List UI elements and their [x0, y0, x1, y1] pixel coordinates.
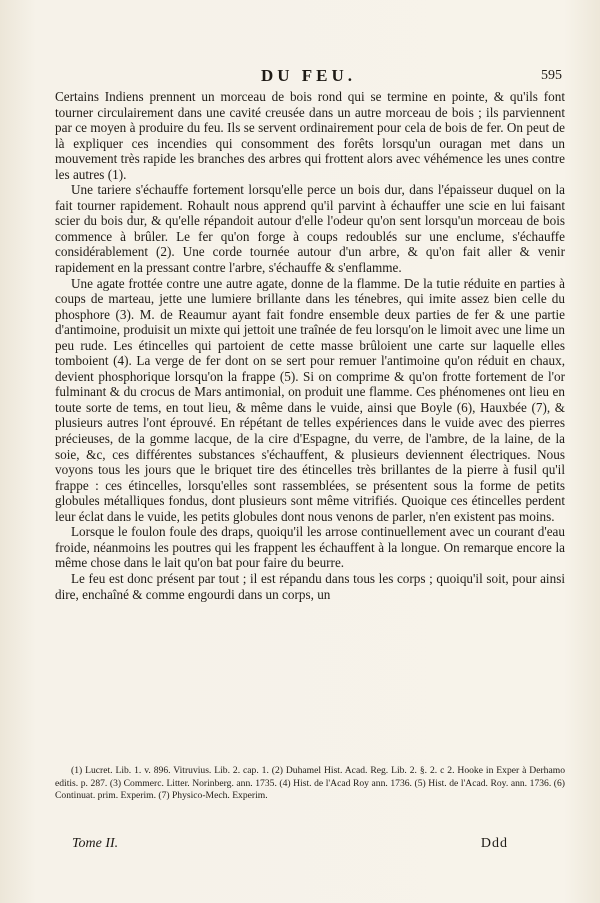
- running-title: DU FEU.: [260, 66, 357, 85]
- page-header: [55, 66, 562, 88]
- volume-label: Tome II.: [72, 836, 119, 851]
- page-footer: [72, 836, 508, 856]
- page-number: 595: [541, 68, 562, 83]
- footnotes: [55, 765, 565, 803]
- paragraph: Une tariere s'échauffe fortement lorsqu'elle perce un bois dur, dans l'épaisseur duquel on la fait tourner rapidement. Rohault nous apprend qu'il parvint à échauffer une scie en lui faisant scier du bois dur, & qu'elle répandoit autour d'elle l'odeur qu'on sent lorsqu'un morceau de bois commence à brûler. Le fer qu'on forge à coups redoublés sur une enclume, s'échauffe considérablement (2). Une corde tournée autour d'un arbre, & qu'on fait aller & venir rapidement en la pressant contre l'arbre, s'échauffe & s'enflamme.: [55, 182, 565, 276]
- signature-mark: Ddd: [480, 836, 508, 851]
- footnote-text: (1) Lucret. Lib. 1. v. 896. Vitruvius. Lib. 2. cap. 1. (2) Duhamel Hist. Acad. Reg. Lib. 2. §. 2. c 2. Hooke in Exper à Derhamo editis. p. 287. (3) Commerc. Litter. Norinberg. ann. 1735. (4) Hist. de l'Acad Roy ann. 1736. (5) Hist. de l'Acad. Roy. ann. 1736. (6) Continuat. prim. Experim. (7) Physico-Mech. Experim.: [55, 765, 565, 801]
- paragraph: Certains Indiens prennent un morceau de bois rond qui se termine en pointe, & qu'ils font tourner circulairement dans une cavité creusée dans un autre morceau de bois ; ils parviennent par ce moyen à produire du feu. Ils se servent ordinairement pour cela de bois de fer. On peut de là expliquer ces incendies qui consomment des forêts lorsqu'un ouragan met dans un mouvement très rapide les branches des arbres qui frottent alors avec véhémence les unes contre les autres (1).: [55, 89, 565, 182]
- paragraph: Une agate frottée contre une autre agate, donne de la flamme. De la tutie réduite en parties à coups de marteau, jette une lumiere brillante dans les ténebres, qui imite assez bien celle du phosphore (3). M. de Reaumur ayant fait fondre ensemble deux parties de fer & une partie d'antimoine, produisit un mixte qui jettoit une traînée de feu lorsqu'on le limoit avec une lime un peu rude. Les étincelles qui partoient de cette masse brûloient une carte sur laquelle elles tomboient (4). La verge de fer dont on se sert pour remuer l'antimoine qu'on réduit en chaux, devient phosphorique lorsqu'on la frappe (5). Si on comprime & qu'on frotte fortement de l'or fulminant & du crocus de Mars antimonial, on produit une flamme. Ces phénomenes ont lieu en toute sorte de tems, en tout lieu, & même dans le vuide, ainsi que Boyle (6), Hauxbée (7), & plusieurs autres l'ont éprouvé. En répétant de telles expériences dans le vuide avec des pierres précieuses, de la gomme lacque, de la cire d'Espagne, du verre, de l'ambre, de la laine, de la soie, &c, ces différentes substances s'échauffent, & plusieurs deviennent électriques. Nous voyons tous les jours que le briquet tire des étincelles très brillantes de la pierre à fusil qu'il frappe : ces étincelles, lorsqu'elles sont rassemblées, se présentent sous la forme de petits globules métalliques fondus, dont plusieurs sont même vitrifiés. Quoique ces étincelles perdent leur éclat dans le vuide, les petits globules dont nous venons de parler, n'en existent pas moins.: [55, 275, 565, 524]
- paragraph: Lorsque le foulon foule des draps, quoiqu'il les arrose continuellement avec un courant d'eau froide, néanmoins les poutres qui les frappent les échauffent à la longue. On remarque encore la même chose dans le lait qu'on bat pour faire du beurre.: [55, 524, 565, 571]
- main-text: [55, 89, 565, 602]
- paragraph: Le feu est donc présent par tout ; il est répandu dans tous les corps ; quoiqu'il soit, pour ainsi dire, enchaîné & comme engourdi dans un corps, un: [55, 570, 565, 602]
